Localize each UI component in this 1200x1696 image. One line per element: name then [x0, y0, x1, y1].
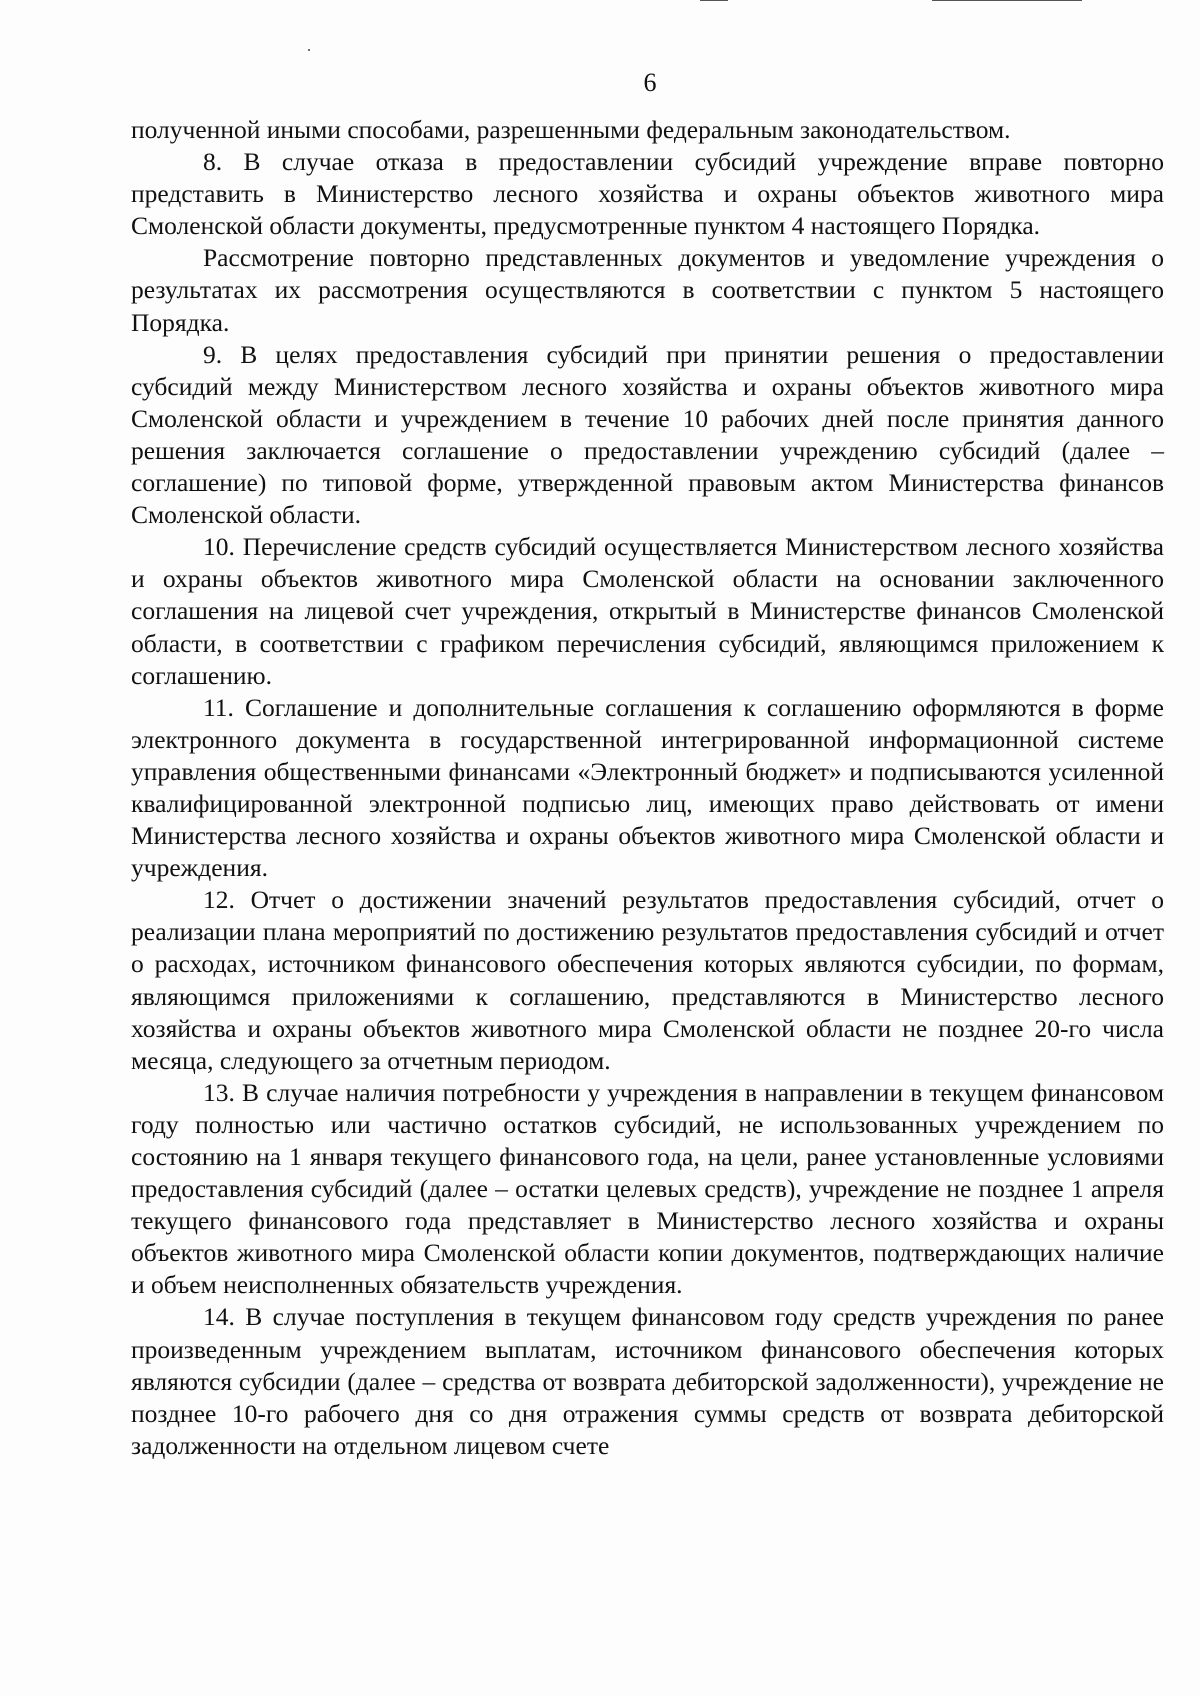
paragraph-8: 8. В случае отказа в предоставлении субсидий учреждение вправе повторно представить в Министерство лесного хозяйства и охраны объектов животного мира Смоленской области документы, предусмотренные пунктом 4 настоящего Порядка.: [131, 147, 1164, 241]
paragraph-9: 9. В целях предоставления субсидий при принятии решения о предоставлении субсидий между Министерством лесного хозяйства и охраны объектов животного мира Смоленской области и учреждением в течение 10 рабочих дней после принятия данного решения заключается соглашение о предоставлении учреждению субсидий (далее – соглашение) по типовой форме, утвержденной правовым актом Министерства финансов Смоленской области.: [131, 339, 1164, 530]
scan-dust-dot: [308, 49, 310, 51]
page-number: 6: [643, 68, 657, 97]
paragraph-continuation: полученной иными способами, разрешенными федеральным законодательством.: [131, 115, 1011, 144]
paragraph-11: 11. Соглашение и дополнительные соглашения к соглашению оформляются в форме электронного документа в государственной интегрированной информационной системе управления общественными финансами «Электронный бюджет» и подписываются усиленной квалифицированной электронной подписью лиц, имеющих право действовать от имени Министерства лесного хозяйства и охраны объектов животного мира Смоленской области и учреждения.: [131, 692, 1164, 883]
paragraph-14: 14. В случае поступления в текущем финансовом году средств учреждения по ранее произведенным учреждением выплатам, источником финансового обеспечения которых являются субсидии (далее – средства от возврата дебиторской задолженности), учреждение не позднее 10-го рабочего дня со дня отражения суммы средств от возврата дебиторской задолженности на отдельном лицевом счете: [131, 1302, 1164, 1460]
paragraph-12: 12. Отчет о достижении значений результатов предоставления субсидий, отчет о реализации плана мероприятий по достижению результатов предоставления субсидий и отчет о расходах, источником финансового обеспечения которых являются субсидии, по формам, являющимся приложениями к соглашению, представляются в Министерство лесного хозяйства и охраны объектов животного мира Смоленской области не позднее 20-го числа месяца, следующего за отчетным периодом.: [131, 885, 1164, 1075]
paragraph-13: 13. В случае наличия потребности у учреждения в направлении в текущем финансовом году полностью или частично остатков субсидий, не использованных учреждением по состоянию на 1 января текущего финансового года, на цели, ранее установленные условиями предоставления субсидий (далее – остатки целевых средств), учреждение не позднее 1 апреля текущего финансового года представляет в Министерство лесного хозяйства и охраны объектов животного мира Смоленской области копии документов, подтверждающих наличие и объем неисполненных обязательств учреждения.: [131, 1077, 1164, 1300]
paragraph-10: 10. Перечисление средств субсидий осуществляется Министерством лесного хозяйства и охраны объектов животного мира Смоленской области на основании заключенного соглашения на лицевой счет учреждения, открытый в Министерстве финансов Смоленской области, в соответствии с графиком перечисления субсидий, являющимся приложением к соглашению.: [131, 532, 1164, 690]
scan-edge-mark: [700, 0, 728, 1]
scan-edge-mark: [932, 0, 1082, 1]
paragraph-8-review: Рассмотрение повторно представленных документов и уведомление учреждения о результатах их рассмотрения осуществляются в соответствии с пунктом 5 настоящего Порядка.: [131, 243, 1164, 337]
document-body: [131, 114, 1164, 1462]
